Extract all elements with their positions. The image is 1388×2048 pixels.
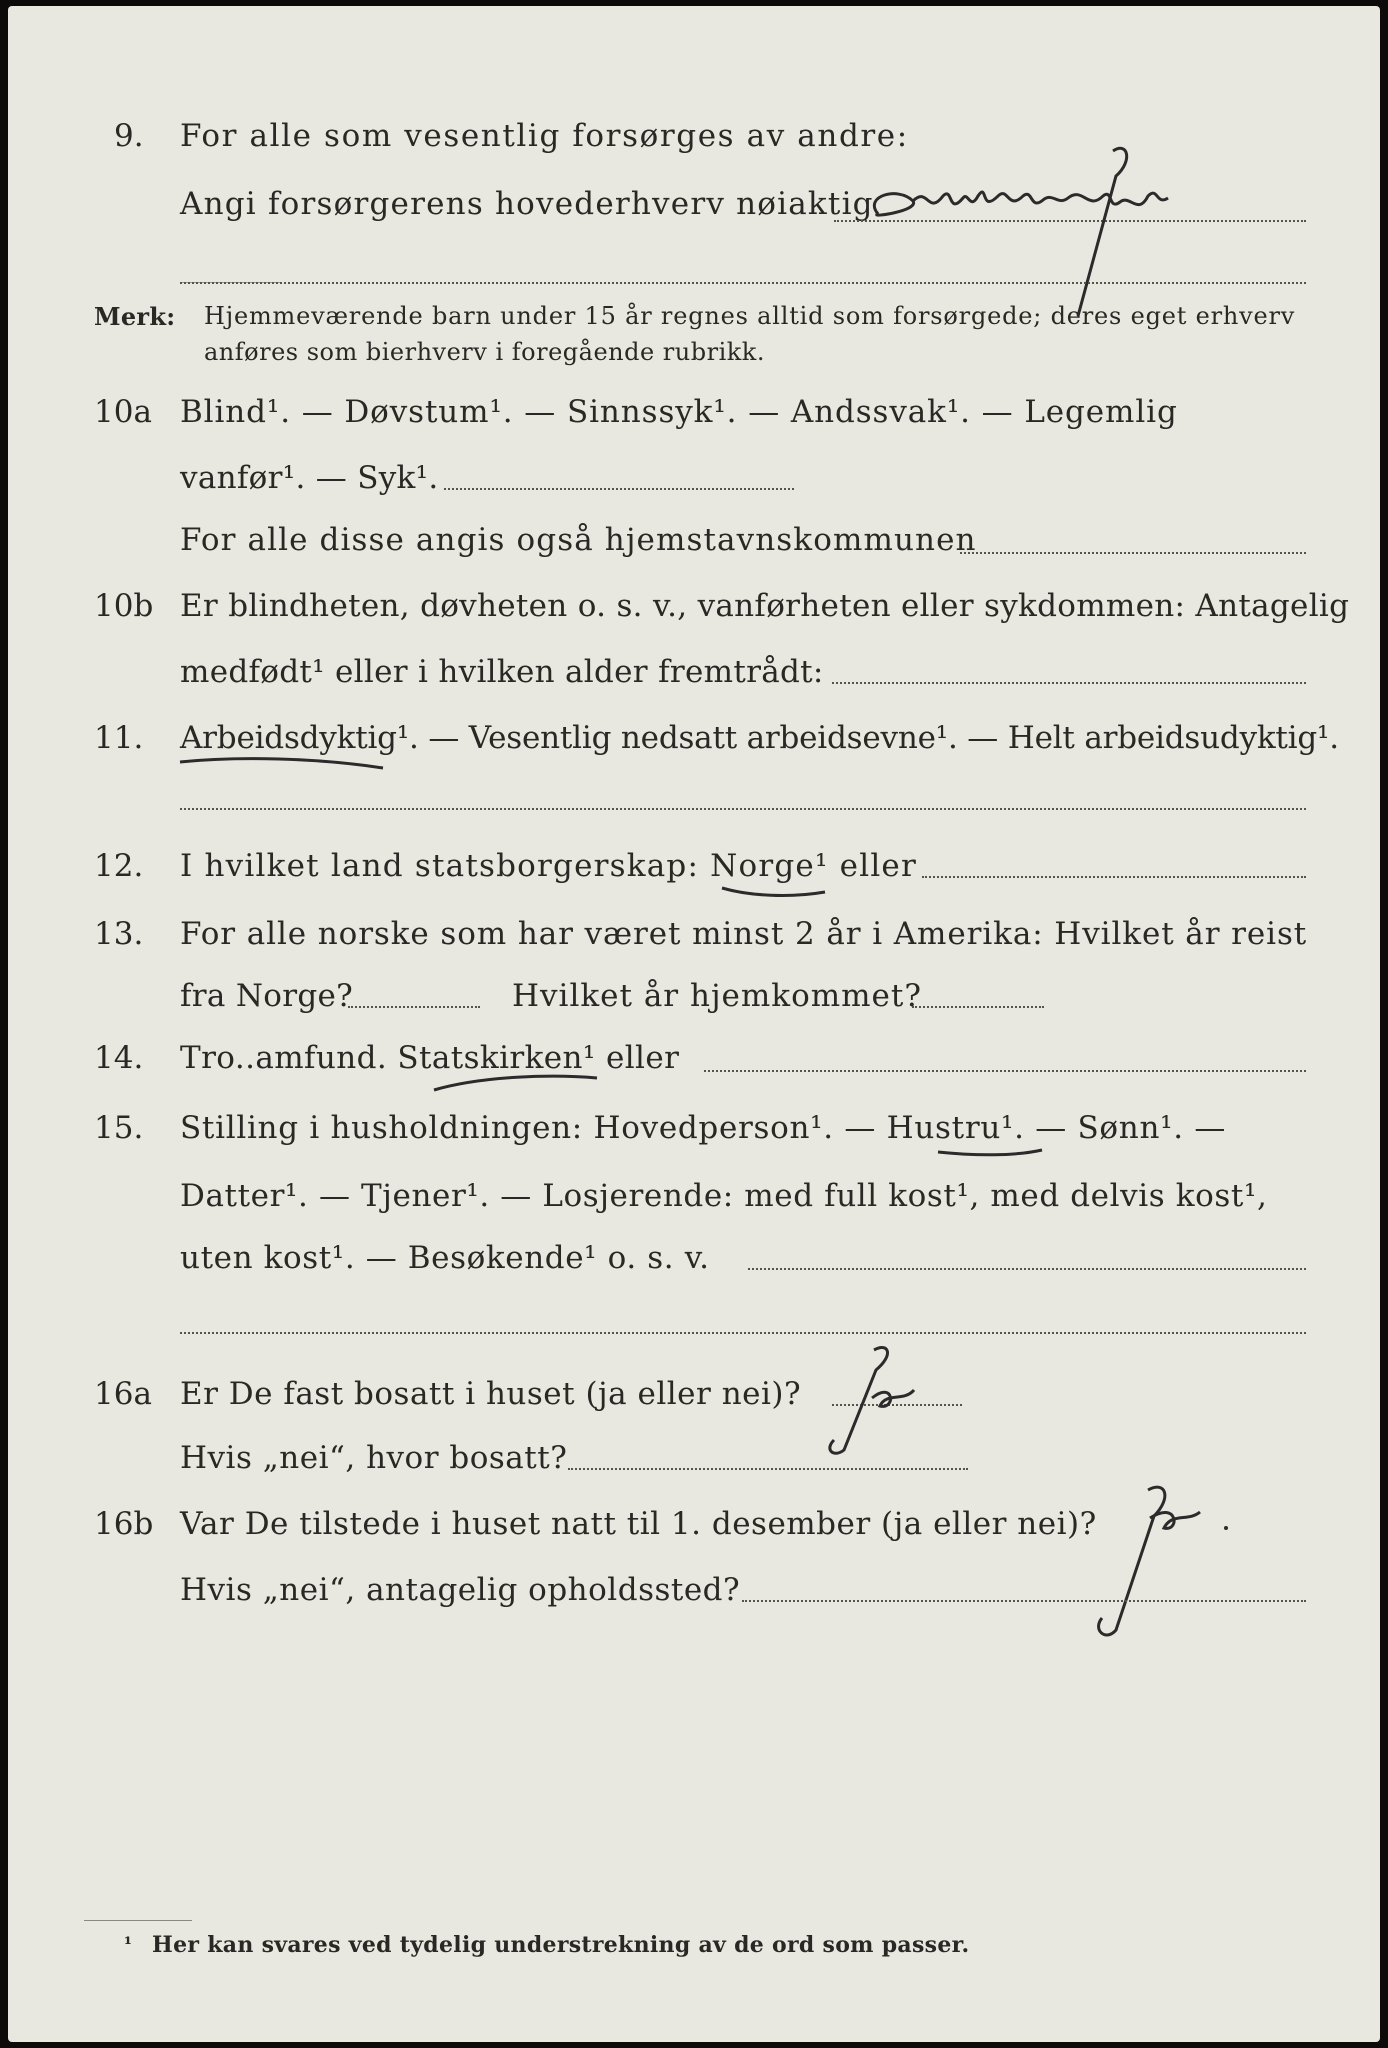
q14-line1: Tro..amfund. Statskirken¹ eller [180,1040,680,1076]
q15-line3: uten kost¹. — Besøkende¹ o. s. v. [180,1240,710,1276]
q10b-line1: Er blindheten, døvheten o. s. v., vanførheten eller sykdommen: Antagelig [180,588,1350,624]
q16a-line2-answer-line [568,1468,968,1470]
q16a-line2: Hvis „nei“, hvor bosatt? [180,1440,568,1476]
q12-underline-mark [720,884,830,908]
q11-line1: Arbeidsdyktig¹. — Vesentlig nedsatt arbeidsevne¹. — Helt arbeidsudyktig¹. [180,720,1339,756]
footnote-rule [84,1920,192,1921]
census-form-page [8,6,1380,2042]
q13-year-returned-line [912,1006,1044,1008]
q9-line1: For alle som vesentlig forsørges av andre: [180,118,909,154]
q10a-line3: For alle disse angis også hjemstavnskommunen [180,522,977,558]
q9-number: 9. [114,118,144,154]
q11-number: 11. [94,720,144,756]
q11-underline-mark [178,754,388,778]
q16b-handwritten-answer [1088,1480,1238,1654]
merk-line2: anføres som bierhverv i foregående rubrikk. [204,338,765,366]
q15-number: 15. [94,1110,144,1146]
q13-line1: For alle norske som har været minst 2 år i Amerika: Hvilket år reist [180,916,1308,952]
q16b-line1: Var De tilstede i huset natt til 1. desember (ja eller nei)? [180,1506,1097,1542]
q12-number: 12. [94,848,144,884]
q13-year-left-line [348,1006,480,1008]
q15-underline-mark [936,1146,1046,1166]
q16b-number: 16b [94,1506,154,1542]
merk-label: Merk: [94,302,176,331]
q14-answer-line [704,1070,1306,1072]
q16a-number: 16a [94,1376,152,1412]
merk-line1: Hjemmeværende barn under 15 år regnes alltid som forsørgede; deres eget erhverv [204,302,1296,330]
q10b-number: 10b [94,588,154,624]
footnote-text: Her kan svares ved tydelig understrekning av de ord som passer. [152,1932,970,1958]
q15-line2: Datter¹. — Tjener¹. — Losjerende: med full kost¹, med delvis kost¹, [180,1178,1268,1214]
q13-line2a: fra Norge? [180,978,354,1014]
q9-line2: Angi forsørgerens hovederhverv nøiaktig [180,186,874,222]
q13-line2b: Hvilket år hjemkommet? [512,978,922,1014]
q10b-answer-line [832,682,1306,684]
q16b-line2: Hvis „nei“, antagelig opholdssted? [180,1572,741,1608]
q15-line1: Stilling i husholdningen: Hovedperson¹. — Hustru¹. — Sønn¹. — [180,1110,1227,1146]
q12-answer-line [922,876,1306,878]
q10b-line2: medfødt¹ eller i hvilken alder fremtrådt: [180,654,824,690]
q16b-answer-line [742,1600,1306,1602]
q14-underline-mark [432,1072,602,1100]
q10a-line3-answer-line [960,552,1306,554]
q10a-number: 10a [94,394,152,430]
q14-number: 14. [94,1040,144,1076]
q16a-line1: Er De fast bosatt i huset (ja eller nei)? [180,1376,802,1412]
q15-answer-line [748,1268,1306,1270]
q10a-line1: Blind¹. — Døvstum¹. — Sinnssyk¹. — Andssvak¹. — Legemlig [180,394,1178,430]
q9-extra-line [180,282,1306,284]
q10a-line2-answer-line [444,488,794,490]
q11-answer-line [180,808,1306,810]
q15-extra-line [180,1332,1306,1334]
q12-line1: I hvilket land statsborgerskap: Norge¹ eller [180,848,917,884]
footnote-mark: ¹ [124,1934,133,1955]
q13-number: 13. [94,916,144,952]
q16a-handwritten-answer [814,1340,924,1464]
q10a-line2: vanfør¹. — Syk¹. [180,460,439,496]
